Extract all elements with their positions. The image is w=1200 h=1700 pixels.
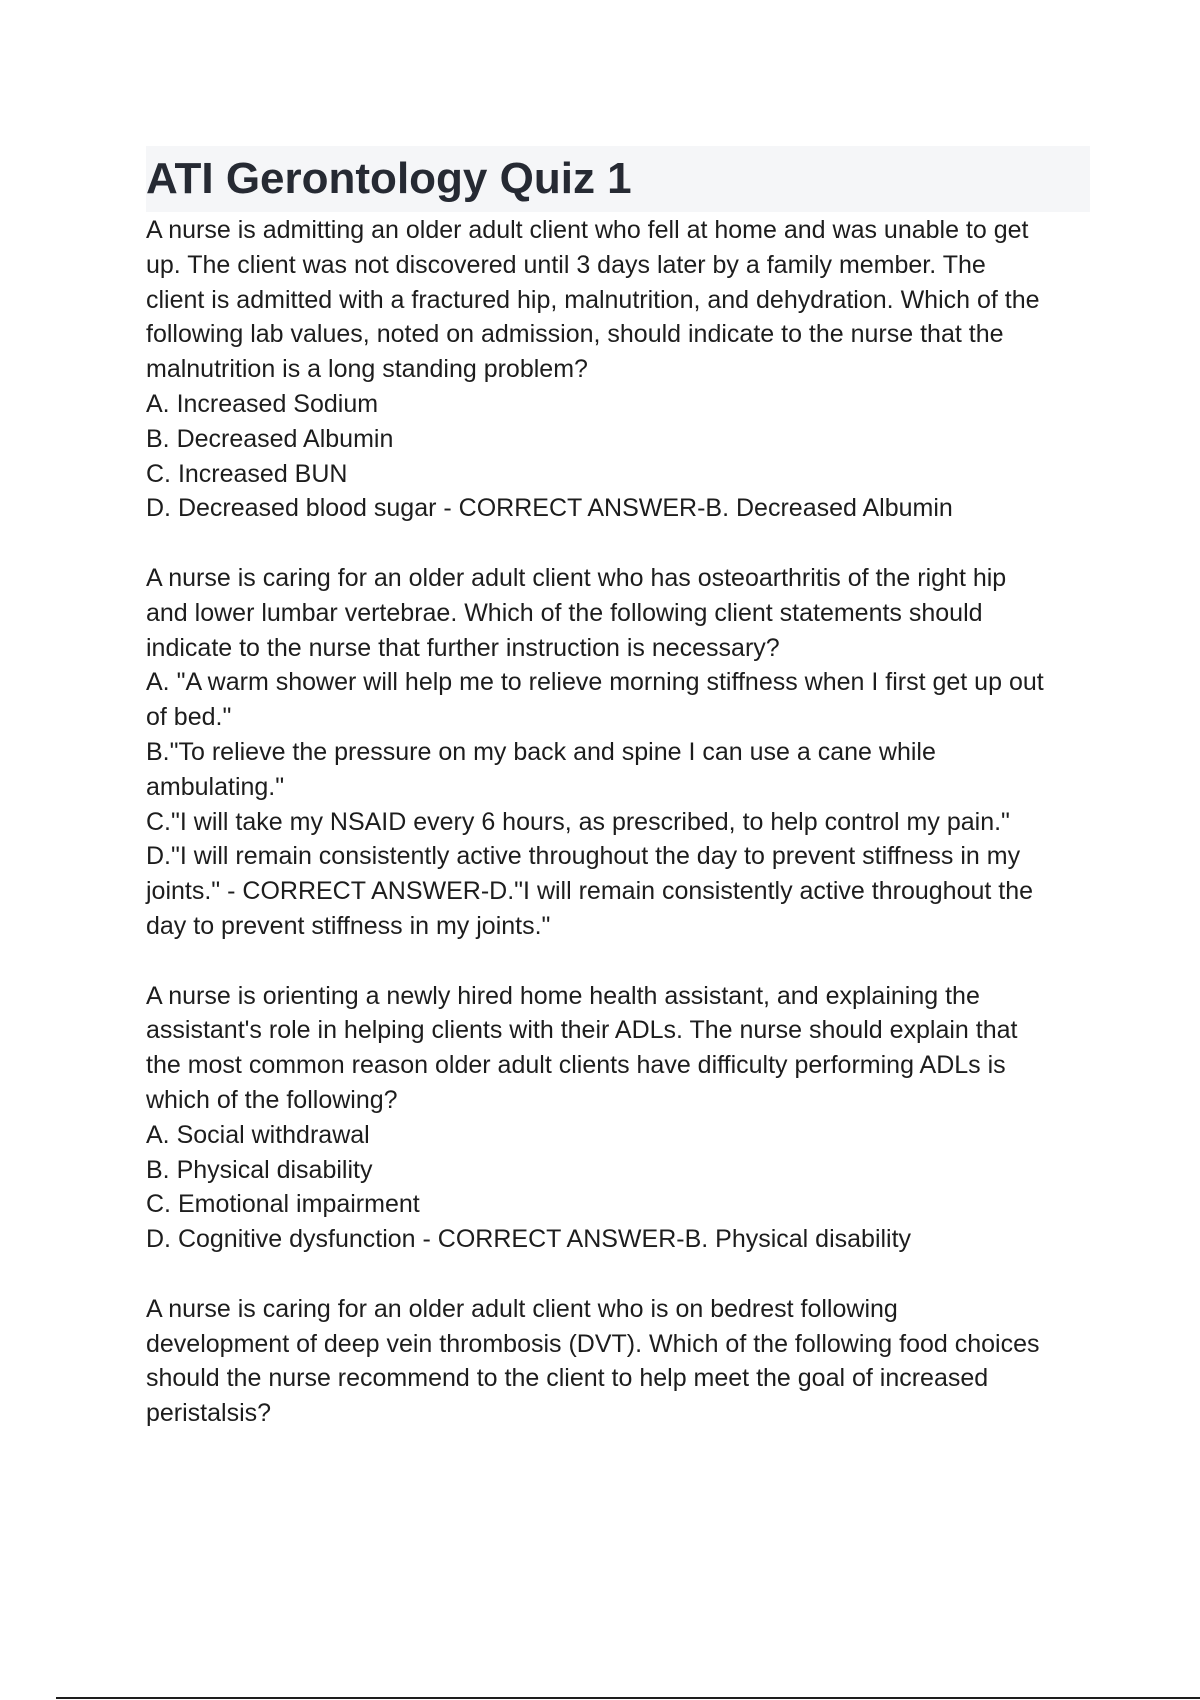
question-line: peristalsis? <box>146 1399 272 1428</box>
answer-option: C. Increased BUN <box>146 459 348 488</box>
answer-option: A. Social withdrawal <box>146 1120 370 1149</box>
correct-answer-line: day to prevent stiffness in my joints." <box>146 911 551 940</box>
question-line: indicate to the nurse that further instruction is necessary? <box>146 633 780 662</box>
question-3 <box>146 979 1096 1257</box>
question-line: following lab values, noted on admission, should indicate to the nurse that the <box>146 320 1004 349</box>
page-bottom-rule <box>56 1697 1200 1699</box>
question-line: A nurse is caring for an older adult client who has osteoarthritis of the right hip <box>146 563 1007 592</box>
question-line: which of the following? <box>146 1085 398 1114</box>
question-line: up. The client was not discovered until 3 days later by a family member. The <box>146 250 986 279</box>
question-line: A nurse is caring for an older adult client who is on bedrest following <box>146 1294 898 1323</box>
answer-option: A. Increased Sodium <box>146 389 379 418</box>
question-line: should the nurse recommend to the client to help meet the goal of increased <box>146 1364 989 1393</box>
answer-option: B. Decreased Albumin <box>146 424 394 453</box>
question-line: and lower lumbar vertebrae. Which of the following client statements should <box>146 598 983 627</box>
quiz-content <box>146 213 1096 1431</box>
question-4 <box>146 1292 1096 1431</box>
question-2 <box>146 561 1096 944</box>
question-line: assistant's role in helping clients with their ADLs. The nurse should explain that <box>146 1016 1018 1045</box>
answer-option: C. Emotional impairment <box>146 1190 420 1219</box>
answer-option: B."To relieve the pressure on my back and spine I can use a cane while <box>146 737 936 766</box>
answer-option-with-correct-answer: D. Decreased blood sugar - CORRECT ANSWER-B. Decreased Albumin <box>146 494 953 523</box>
page-title: ATI Gerontology Quiz 1 <box>146 154 632 203</box>
question-line: A nurse is admitting an older adult client who fell at home and was unable to get <box>146 216 1029 244</box>
question-line: the most common reason older adult clients have difficulty performing ADLs is <box>146 1051 1006 1080</box>
question-line: malnutrition is a long standing problem? <box>146 355 588 384</box>
answer-option: D."I will remain consistently active throughout the day to prevent stiffness in my <box>146 842 1021 871</box>
answer-option: of bed." <box>146 703 232 732</box>
answer-option-with-correct-answer: D. Cognitive dysfunction - CORRECT ANSWER-B. Physical disability <box>146 1225 912 1254</box>
answer-option: A. "A warm shower will help me to relieve morning stiffness when I first get up out <box>146 668 1044 697</box>
answer-option: ambulating." <box>146 772 285 801</box>
question-line: development of deep vein thrombosis (DVT). Which of the following food choices <box>146 1329 1040 1358</box>
answer-option: C."I will take my NSAID every 6 hours, as prescribed, to help control my pain." <box>146 807 1010 836</box>
question-line: A nurse is orienting a newly hired home health assistant, and explaining the <box>146 981 980 1010</box>
answer-option: B. Physical disability <box>146 1155 373 1184</box>
question-line: client is admitted with a fractured hip, malnutrition, and dehydration. Which of the <box>146 285 1040 314</box>
answer-option-with-correct-answer: joints." - CORRECT ANSWER-D."I will remain consistently active throughout the <box>146 877 1034 906</box>
question-1 <box>146 213 1096 526</box>
